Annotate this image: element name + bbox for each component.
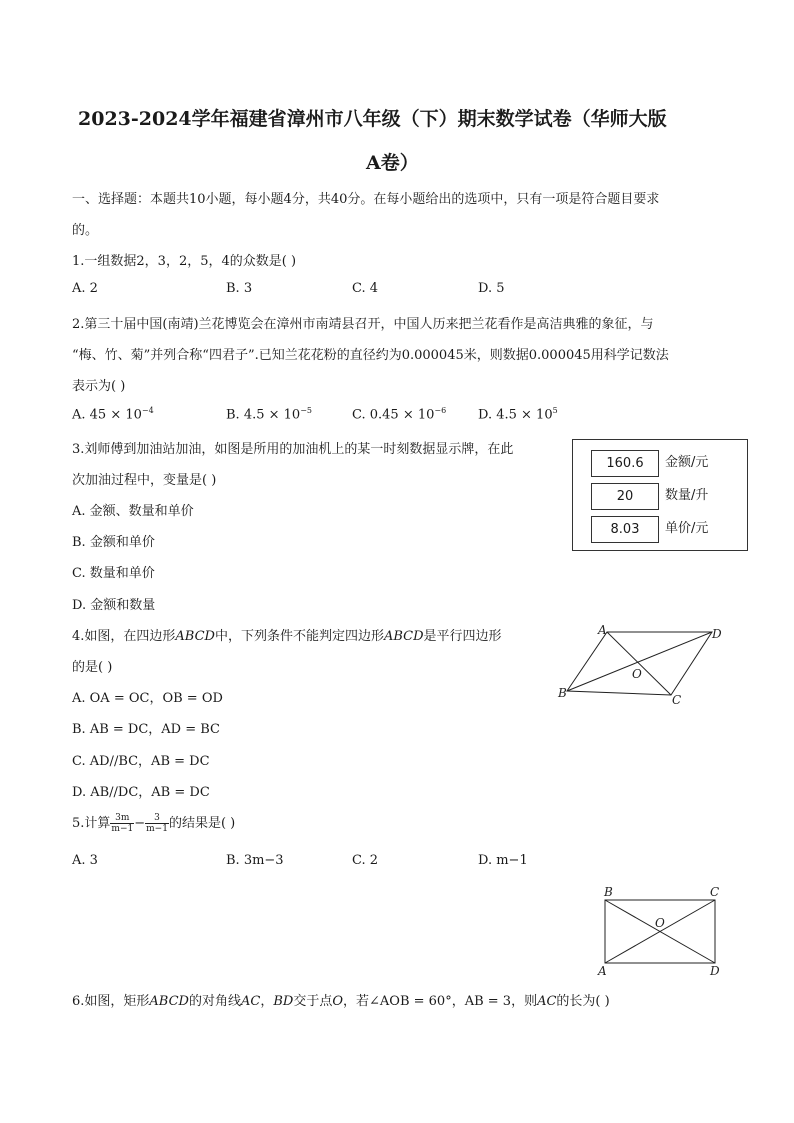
question-2-option-d: D. $4.5 \times 10^5$ bbox=[478, 406, 558, 423]
question-4-option-b: B. AB = DC，AD = BC bbox=[72, 722, 220, 737]
diagonal-bd bbox=[567, 632, 712, 691]
vertex-label-c: C bbox=[710, 885, 720, 899]
question-4-option-c: C. AD//BC，AB = DC bbox=[72, 754, 210, 769]
fuel-display-panel bbox=[572, 439, 748, 551]
center-label-o: O bbox=[655, 916, 665, 930]
fuel-amount-value: 160.6 bbox=[591, 450, 659, 477]
question-3-option-c: C. 数量和单价 bbox=[72, 566, 155, 581]
question-1-option-c: C. 4 bbox=[352, 281, 379, 296]
fuel-quantity-label: 数量/升 bbox=[665, 488, 709, 503]
question-4-option-d: D. AB//DC，AB = DC bbox=[72, 785, 210, 800]
question-1-stem: 1.一组数据2，3，2，5，4的众数是( ) bbox=[72, 254, 297, 269]
question-4-stem-line1: 4.如图，在四边形ABCD中，下列条件不能判定四边形ABCD是平行四边形 bbox=[72, 629, 502, 644]
question-3-option-d: D. 金额和数量 bbox=[72, 598, 156, 613]
question-3-stem-line1: 3.刘师傅到加油站加油，如图是所用的加油机上的某一时刻数据显示牌，在此 bbox=[72, 442, 514, 457]
question-5-option-d: D. m−1 bbox=[478, 853, 528, 868]
page-title-line2: A卷） bbox=[366, 152, 419, 174]
fraction-1: $\frac{3m}{m-1}$ bbox=[111, 813, 134, 834]
section-header: 一、选择题：本题共10小题，每小题4分，共40分。在每小题给出的选项中，只有一项是符合题目要求 bbox=[72, 192, 660, 207]
question-2-option-b: B. $4.5 \times 10^{-5}$ bbox=[226, 406, 312, 423]
fraction-2: $\frac{3}{m-1}$ bbox=[146, 813, 168, 834]
parallelogram-figure bbox=[550, 620, 740, 710]
fuel-unit-price-value: 8.03 bbox=[591, 516, 659, 543]
question-1-option-d: D. 5 bbox=[478, 281, 505, 296]
question-2-stem-line1: 2.第三十届中国(南靖)兰花博览会在漳州市南靖县召开，中国人历来把兰花看作是高洁典雅的象征，与 bbox=[72, 317, 654, 332]
center-label-o: O bbox=[632, 667, 642, 681]
vertex-label-a: A bbox=[598, 964, 607, 978]
question-5-option-b: B. 3m−3 bbox=[226, 853, 284, 868]
vertex-label-a: A bbox=[598, 623, 607, 637]
page-title: 2023-2024学年福建省漳州市八年级（下）期末数学试卷（华师大版 bbox=[78, 108, 667, 130]
question-5-stem: 5.计算 $\frac{3m}{m-1}$ − $\frac{3}{m-1}$ 的结果是( ) bbox=[72, 813, 236, 834]
question-3-option-b: B. 金额和单价 bbox=[72, 535, 155, 550]
vertex-label-d: D bbox=[710, 964, 720, 978]
fuel-quantity-value: 20 bbox=[591, 483, 659, 510]
vertex-label-c: C bbox=[672, 693, 682, 707]
fuel-amount-label: 金额/元 bbox=[665, 455, 709, 470]
rectangle-figure bbox=[590, 882, 730, 982]
fuel-unit-price-label: 单价/元 bbox=[665, 521, 709, 536]
question-1-option-b: B. 3 bbox=[226, 281, 253, 296]
vertex-label-d: D bbox=[712, 627, 722, 641]
question-3-option-a: A. 金额、数量和单价 bbox=[72, 504, 194, 519]
diagonal-ac bbox=[607, 632, 671, 695]
section-header-cont: 的。 bbox=[72, 223, 99, 238]
question-5-option-c: C. 2 bbox=[352, 853, 379, 868]
vertex-label-b: B bbox=[604, 885, 613, 899]
question-4-stem-line2: 的是( ) bbox=[72, 660, 113, 675]
question-2-stem-line3: 表示为( ) bbox=[72, 379, 126, 394]
vertex-label-b: B bbox=[558, 686, 567, 700]
question-2-option-a: A. $45 \times 10^{-4}$ bbox=[72, 406, 154, 423]
question-2-option-c: C. $0.45 \times 10^{-6}$ bbox=[352, 406, 447, 423]
question-4-option-a: A. OA = OC，OB = OD bbox=[72, 691, 223, 706]
question-5-option-a: A. 3 bbox=[72, 853, 98, 868]
question-3-stem-line2: 次加油过程中，变量是( ) bbox=[72, 473, 217, 488]
question-6-stem: 6.如图，矩形ABCD的对角线AC，BD交于点O，若∠AOB = 60°，AB = 3，则AC的长为( ) bbox=[72, 994, 610, 1009]
question-1-option-a: A. 2 bbox=[72, 281, 98, 296]
question-2-stem-line2: “梅、竹、菊”并列合称“四君子”.已知兰花花粉的直径约为0.000045米，则数据0.000045用科学记数法 bbox=[72, 348, 669, 363]
